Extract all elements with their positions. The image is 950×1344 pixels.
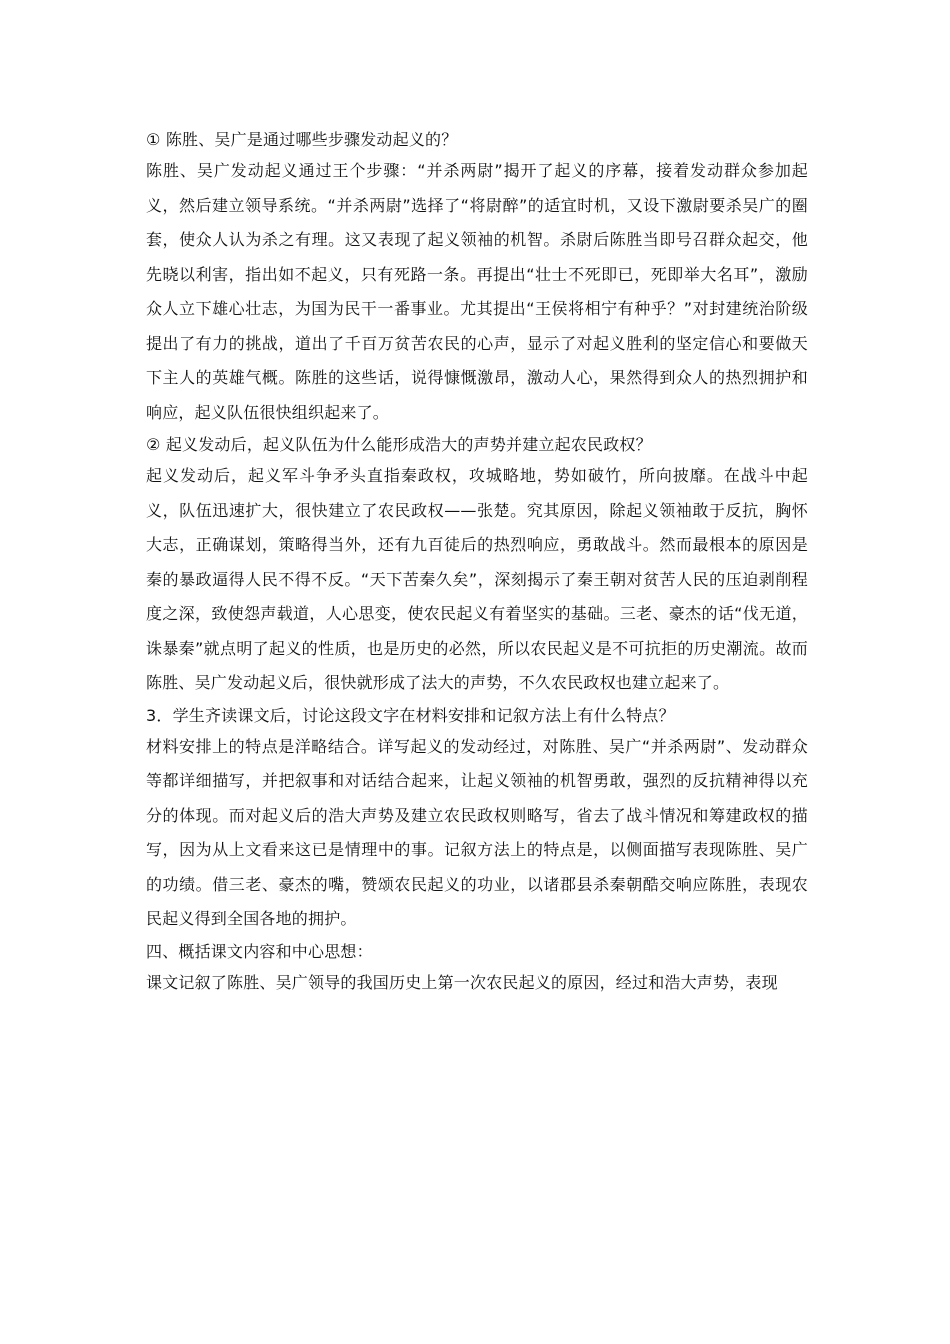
section-4-answer: 课文记叙了陈胜、吴广领导的我国历史上第一次农民起义的原因，经过和浩大声势，表现	[146, 972, 778, 992]
question-1-answer: 陈胜、吴广发动起义通过王个步骤：“并杀两尉”揭开了起义的序幕，接着发动群众参加起义，然后建立领导系统。“并杀两尉”选择了“将尉醉”的适宜时机，又设下激尉要杀吴广的圈套，使众人认为杀之有理。这又表现了起义领袖的机智。杀尉后陈胜当即号召群众起交，他先晓以利害，指出如不起义，只有死路一条。再提出“壮士不死即已，死即举大名耳”，激励众人立下雄心壮志，为国为民干一番事业。尤其提出“王侯将相宁有种乎？”对封建统治阶级提出了有力的挑战，道出了千百万贫苦农民的心声，显示了对起义胜利的坚定信心和要做天下主人的英雄气概。陈胜的这些话，说得慷慨激昂，激动人心，果然得到众人的热烈拥护和响应，起义队伍很快组织起来了。	[146, 161, 808, 422]
section-4-heading: 四、概括课文内容和中心思想：	[146, 941, 373, 961]
question-3-answer: 材料安排上的特点是洋略结合。详写起义的发动经过，对陈胜、吴广“并杀两尉”、发动群众等都详细描写，并把叙事和对话结合起来，让起义领袖的机智勇敢，强烈的反抗精神得以充分的体现。而对起义后的浩大声势及建立农民政权则略写，省去了战斗情况和筹建政权的描写，因为从上文看来这已是情理中的事。记叙方法上的特点是，以侧面描写表现陈胜、吴广的功绩。借三老、豪杰的嘴，赞颂农民起义的功业，以诸郡县杀秦朝酷交响应陈胜，表现农民起义得到全国各地的拥护。	[146, 736, 808, 928]
question-2-heading: ② 起义发动后，起义队伍为什么能形成浩大的声势并建立起农民政权？	[146, 435, 652, 454]
question-2-answer: 起义发动后，起义军斗争矛头直指秦政权，攻城略地，势如破竹，所向披靡。在战斗中起义，队伍迅速扩大，很快建立了农民政权——张楚。究其原因，除起义领袖敢于反抗，胸怀大志，正确谋划，策略得当外，还有九百徒后的热烈响应，勇敢战斗。然而最根本的原因是秦的暴政逼得人民不得不反。“天下苦秦久矣”，深刻揭示了秦王朝对贫苦人民的压迫剥削程度之深，致使怨声载道，人心思变，使农民起义有着坚实的基础。三老、豪杰的话“伐无道，诛暴秦”就点明了起义的性质，也是历史的必然，所以农民起义是不可抗拒的历史潮流。故而陈胜、吴广发动起义后，很快就形成了法大的声势，不久农民政权也建立起来了。	[146, 466, 808, 692]
document-body	[146, 125, 808, 1000]
question-3-heading: 3．学生齐读课文后，讨论这段文字在材料安排和记叙方法上有什么特点？	[146, 705, 675, 725]
question-1-heading: ① 陈胜、吴广是通过哪些步骤发动起义的？	[146, 130, 458, 149]
